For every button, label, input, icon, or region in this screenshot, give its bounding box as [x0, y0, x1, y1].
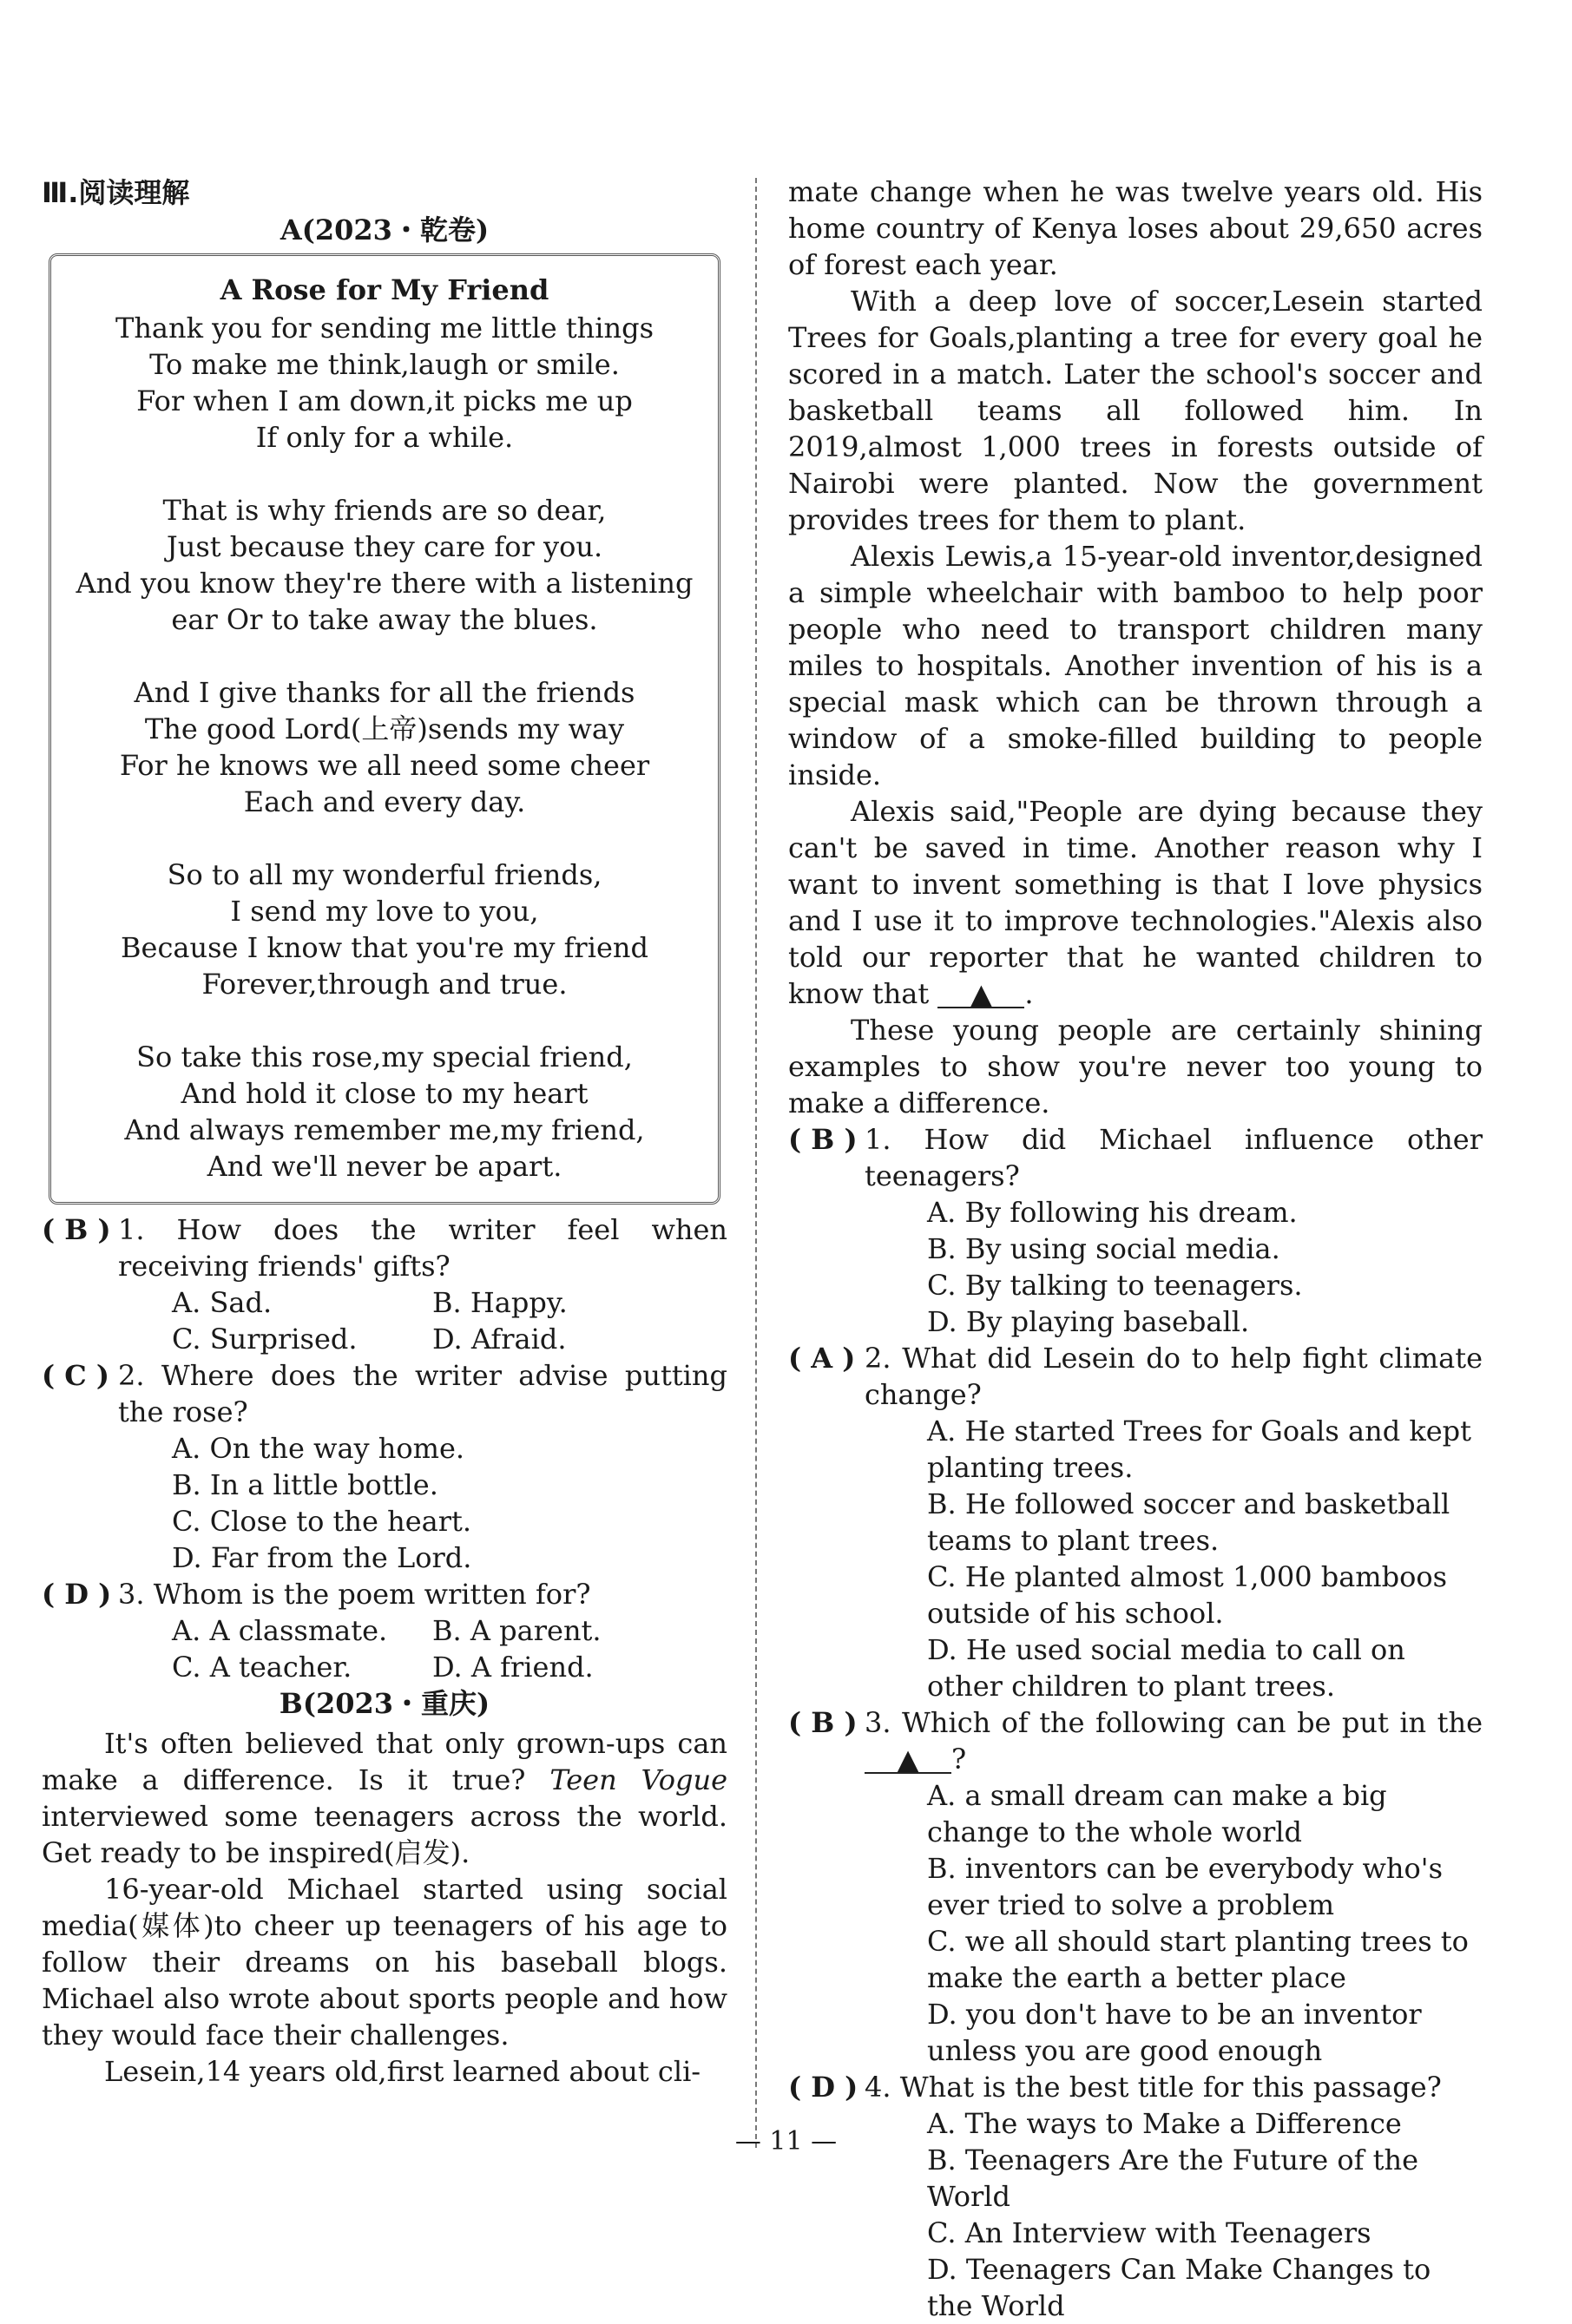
- option: A. By following his dream.: [927, 1196, 1298, 1229]
- poem-line: For he knows we all need some cheer: [119, 749, 650, 782]
- question: [788, 1704, 1483, 2069]
- poem-line: ear Or to take away the blues.: [171, 603, 598, 636]
- option: D. By playing baseball.: [927, 1305, 1250, 1338]
- stanza: [63, 674, 706, 820]
- option: D. He used social media to call on other children to plant trees.: [927, 1633, 1405, 1703]
- option: D. Far from the Lord.: [172, 1541, 472, 1574]
- question-text: 3. Which of the following can be put in the ▲ ?: [865, 1706, 1483, 1776]
- option: B. inventors can be everybody who's ever tried to solve a problem: [927, 1852, 1444, 1921]
- triangle-icon: ▲: [970, 977, 992, 1010]
- option: C. A teacher.: [172, 1651, 352, 1684]
- question-text: 3. Whom is the poem written for?: [118, 1578, 591, 1611]
- stanza: [63, 492, 706, 638]
- paragraph: mate change when he was twelve years old. His home country of Kenya loses about 29,650 acres of forest each year.: [788, 175, 1483, 281]
- stanza: [63, 1039, 706, 1185]
- option: C. By talking to teenagers.: [927, 1269, 1303, 1302]
- poem-line: So take this rose,my special friend,: [136, 1041, 633, 1073]
- option: D. you don't have to be an inventor unless you are good enough: [927, 1998, 1422, 2067]
- question-text: 1. How does the writer feel when receiving friends' gifts?: [118, 1213, 727, 1283]
- paragraph: Alexis Lewis,a 15-year-old inventor,designed a simple wheelchair with bamboo to help poor people who need to transport children many miles to hospitals. Another invention of his is a special mask which can be thrown through a window of a smoke-filled building to people inside.: [788, 540, 1483, 791]
- poem-line: I send my love to you,: [230, 895, 539, 928]
- poem-title: A Rose for My Friend: [220, 273, 549, 306]
- magazine-name: Teen Vogue: [549, 1763, 728, 1796]
- poem-line: And you know they're there with a listening: [76, 567, 694, 600]
- poem-line: If only for a while.: [255, 421, 514, 454]
- question: [42, 1576, 727, 1685]
- poem-line: Because I know that you're my friend: [121, 931, 648, 964]
- stanza: [63, 310, 706, 456]
- question: [42, 1357, 727, 1576]
- answer-mark: ( B ): [788, 1123, 858, 1156]
- poem-line: That is why friends are so dear,: [162, 494, 607, 527]
- option: B. By using social media.: [927, 1232, 1280, 1265]
- paragraph: Lesein,14 years old,first learned about cli-: [104, 2055, 701, 2088]
- answer-mark: ( D ): [42, 1578, 112, 1611]
- question-text: 1. How did Michael influence other teenagers?: [865, 1123, 1483, 1192]
- option: D. Teenagers Can Make Changes to the World: [927, 2253, 1431, 2322]
- answer-mark: ( B ): [788, 1706, 858, 1739]
- question-text: 2. Where does the writer advise putting the rose?: [118, 1359, 727, 1428]
- question: [788, 2069, 1483, 2324]
- option: C. He planted almost 1,000 bamboos outside of his school.: [927, 1560, 1448, 1630]
- poem-line: To make me think,laugh or smile.: [149, 348, 620, 381]
- poem-line: So to all my wonderful friends,: [167, 858, 602, 891]
- poem-line: And always remember me,my friend,: [124, 1113, 645, 1146]
- paragraph: With a deep love of soccer,Lesein started Trees for Goals,planting a tree for every goal he scored in a match. Later the school's soccer and basketball teams all followed him. In 2019,almost 1,000 trees in forests outside of Nairobi were planted. Now the government provides trees for them to plant.: [788, 285, 1483, 536]
- option: B. In a little bottle.: [172, 1468, 438, 1501]
- poem-line: Just because they care for you.: [166, 530, 603, 563]
- answer-mark: ( C ): [42, 1359, 110, 1392]
- option: A. Sad.: [172, 1286, 273, 1319]
- option: A. The ways to Make a Difference: [927, 2107, 1402, 2140]
- option: B. Happy.: [432, 1286, 568, 1319]
- option: A. a small dream can make a big change to the whole world: [927, 1779, 1387, 1848]
- question: [788, 1340, 1483, 1704]
- option: A. He started Trees for Goals and kept planting trees.: [927, 1415, 1472, 1484]
- paragraph: 16-year-old Michael started using social media(媒体)to cheer up teenagers of his age to follow their dreams on his baseball blogs. Michael also wrote about sports people and how they would face their challenges.: [42, 1873, 727, 2052]
- poem-line: And I give thanks for all the friends: [134, 676, 635, 709]
- part-b-title: B(2023・重庆): [279, 1687, 490, 1720]
- section-title: Ⅲ.阅读理解: [42, 176, 190, 209]
- page-number: — 11 —: [734, 2126, 838, 2157]
- part-a-title: A(2023・乾卷): [280, 213, 490, 246]
- triangle-icon: ▲: [897, 1743, 919, 1776]
- option: D. Afraid.: [432, 1323, 567, 1356]
- paragraph: Alexis said,"People are dying because they can't be saved in time. Another reason why I want to invent something is that I love physics and I use it to improve technologies."Alexis also told our reporter that he wanted children to know that ▲ .: [788, 795, 1483, 1010]
- option: C. we all should start planting trees to make the earth a better place: [927, 1925, 1469, 1994]
- question-text: 4. What is the best title for this passage?: [865, 2071, 1442, 2104]
- option: B. He followed soccer and basketball teams to plant trees.: [927, 1487, 1450, 1557]
- poem-line: Each and every day.: [243, 785, 526, 818]
- answer-mark: ( A ): [788, 1342, 856, 1375]
- column-divider: [755, 178, 757, 2148]
- left-column: [42, 174, 727, 2090]
- option: C. Close to the heart.: [172, 1505, 472, 1538]
- poem-line: For when I am down,it picks me up: [136, 384, 633, 417]
- poem-line: And we'll never be apart.: [207, 1150, 562, 1183]
- answer-blank: [865, 1743, 951, 1776]
- question: [788, 1121, 1483, 1340]
- stanza: [63, 857, 706, 1002]
- question: [42, 1211, 727, 1357]
- paragraph: It's often believed that only grown-ups can make a difference. Is it true? Teen Vogue interviewed some teenagers across the world. Get ready to be inspired(启发).: [42, 1727, 728, 1869]
- paragraph: These young people are certainly shining examples to show you're never too young to make a difference.: [788, 1014, 1483, 1119]
- option: C. An Interview with Teenagers: [927, 2216, 1371, 2249]
- option: B. A parent.: [432, 1614, 602, 1647]
- answer-mark: ( D ): [788, 2071, 858, 2104]
- option: D. A friend.: [432, 1651, 594, 1684]
- poem-line: Forever,through and true.: [201, 968, 568, 1001]
- option: A. On the way home.: [172, 1432, 465, 1465]
- question-text: 2. What did Lesein do to help fight climate change?: [865, 1342, 1483, 1411]
- right-column: [788, 174, 1483, 2324]
- answer-blank: [937, 977, 1024, 1010]
- poem-box: [49, 253, 720, 1205]
- poem-line: The good Lord(上帝)sends my way: [144, 712, 625, 745]
- poem-line: Thank you for sending me little things: [115, 312, 654, 345]
- poem-line: And hold it close to my heart: [181, 1077, 589, 1110]
- option: A. A classmate.: [172, 1614, 388, 1647]
- option: C. Surprised.: [172, 1323, 358, 1356]
- answer-mark: ( B ): [42, 1213, 111, 1246]
- option: B. Teenagers Are the Future of the World: [927, 2143, 1419, 2213]
